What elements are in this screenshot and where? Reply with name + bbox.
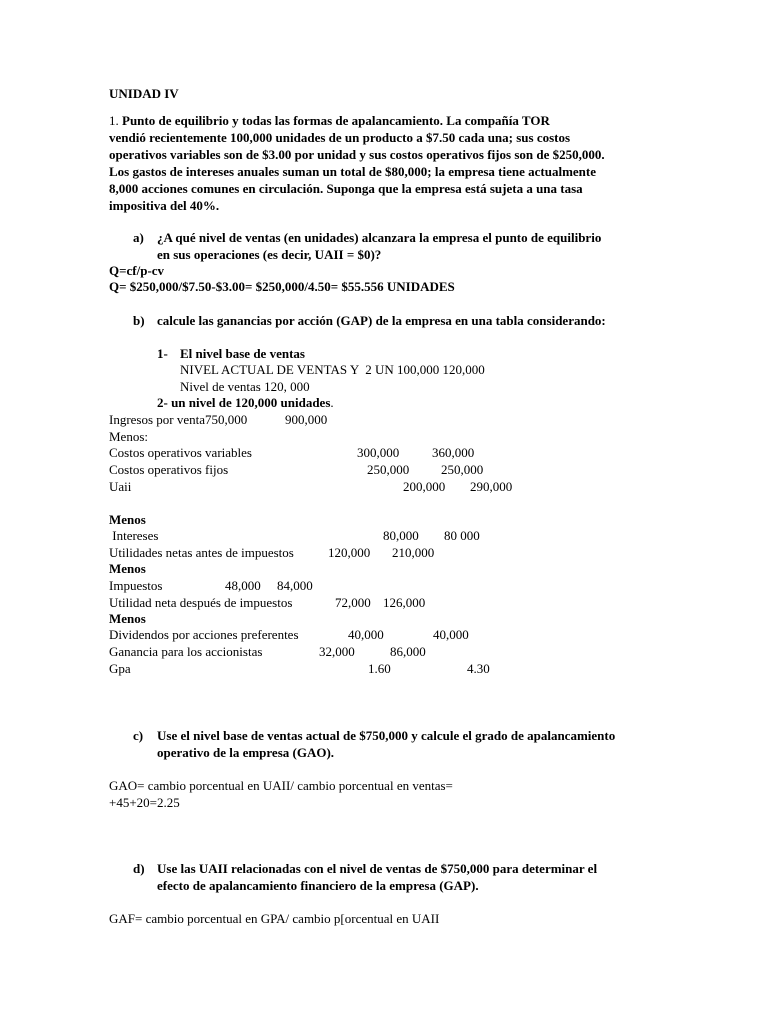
row-value-1: 750,000: [205, 412, 248, 427]
row-value-2: 126,000: [383, 595, 426, 610]
part-a-marker: a): [133, 230, 144, 245]
row-value-1: 300,000: [357, 445, 400, 460]
menos-label: Menos: [109, 561, 146, 576]
problem-line-2: vendió recientemente 100,000 unidades de un producto a $7.50 cada una; sus costos: [109, 130, 571, 145]
table-row: [109, 411, 247, 428]
part-b-item2-text: 2- un nivel de 120,000 unidades: [157, 395, 331, 410]
menos-label: Menos: [109, 512, 146, 527]
row-label: Utilidad neta después de impuestos: [109, 595, 293, 610]
row-label: Dividendos por acciones preferentes: [109, 627, 299, 642]
part-b-question: calcule las ganancias por acción (GAP) de la empresa en una tabla considerando:: [157, 313, 606, 328]
part-b-item1-line2: NIVEL ACTUAL DE VENTAS Y 2 UN 100,000 120,000: [180, 362, 485, 377]
part-a-formula: Q=cf/p-cv: [109, 263, 165, 278]
part-d-question-1: Use las UAII relacionadas con el nivel de ventas de $750,000 para determinar el: [157, 861, 598, 876]
part-b-item1-marker: 1-: [157, 346, 168, 361]
menos-label: Menos:: [109, 429, 148, 444]
menos-label: Menos: [109, 611, 146, 626]
row-value-1: 200,000: [403, 479, 446, 494]
row-value-2: 900,000: [285, 412, 328, 427]
row-value-1: 120,000: [328, 545, 371, 560]
row-label: Intereses: [109, 528, 159, 543]
row-value-1: 80,000: [383, 528, 419, 543]
part-c-question-2: operativo de la empresa (GAO).: [157, 745, 335, 760]
part-b-item1-line3: Nivel de ventas 120, 000: [180, 379, 310, 394]
row-label: Ingresos por venta: [109, 412, 206, 427]
row-label: Costos operativos fijos: [109, 462, 229, 477]
row-value-2: 290,000: [470, 479, 513, 494]
part-b-marker: b): [133, 313, 145, 328]
row-label: Utilidades netas antes de impuestos: [109, 545, 294, 560]
part-c-formula: GAO= cambio porcentual en UAII/ cambio porcentual en ventas=: [109, 778, 453, 793]
row-value-2: 84,000: [277, 578, 313, 593]
part-c-marker: c): [133, 728, 144, 743]
part-d-formula: GAF= cambio porcentual en GPA/ cambio p[orcentual en UAII: [109, 911, 440, 926]
part-c-question-1: Use el nivel base de ventas actual de $750,000 y calcule el grado de apalancamiento: [157, 728, 616, 743]
unit-heading: UNIDAD IV: [109, 86, 179, 101]
part-c-result: +45+20=2.25: [109, 795, 180, 810]
row-value-1: 40,000: [348, 627, 384, 642]
problem-line-5: 8,000 acciones comunes en circulación. Suponga que la empresa está sujeta a una tasa: [109, 181, 583, 196]
row-value-2: 80 000: [444, 528, 480, 543]
part-b-item1-title: El nivel base de ventas: [180, 346, 305, 361]
row-label: Uaii: [109, 479, 132, 494]
part-d-marker: d): [133, 861, 145, 876]
row-value-1: 48,000: [225, 578, 261, 593]
problem-title: Punto de equilibrio y todas las formas de apalancamiento. La compañía TOR: [122, 113, 550, 128]
problem-line-6: impositiva del 40%.: [109, 198, 220, 213]
row-value-1: 250,000: [367, 462, 410, 477]
part-b-item2: [157, 394, 334, 411]
row-value-1: 72,000: [335, 595, 371, 610]
row-value-1: 32,000: [319, 644, 355, 659]
part-d-question-2: efecto de apalancamiento financiero de la empresa (GAP).: [157, 878, 479, 893]
problem-line-4: Los gastos de intereses anuales suman un total de $80,000; la empresa tiene actualmente: [109, 164, 597, 179]
problem-line-1: [109, 112, 550, 129]
part-a-question-1: ¿A qué nivel de ventas (en unidades) alcanzara la empresa el punto de equilibrio: [157, 230, 602, 245]
part-b-item2-tail: .: [330, 395, 334, 410]
part-a-result: Q= $250,000/$7.50-$3.00= $250,000/4.50= $55.556 UNIDADES: [109, 279, 455, 294]
row-label: Ganancia para los accionistas: [109, 644, 263, 659]
row-value-1: 1.60: [368, 661, 391, 676]
row-label: Gpa: [109, 661, 131, 676]
problem-number: 1.: [109, 113, 122, 128]
row-value-2: 250,000: [441, 462, 484, 477]
row-value-2: 210,000: [392, 545, 435, 560]
row-value-2: 360,000: [432, 445, 475, 460]
row-value-2: 4.30: [467, 661, 490, 676]
row-label: Impuestos: [109, 578, 163, 593]
part-a-question-2: en sus operaciones (es decir, UAII = $0)?: [157, 247, 382, 262]
row-value-2: 40,000: [433, 627, 469, 642]
row-label: Costos operativos variables: [109, 445, 252, 460]
problem-line-3: operativos variables son de $3.00 por unidad y sus costos operativos fijos son de $250,000.: [109, 147, 605, 162]
row-value-2: 86,000: [390, 644, 426, 659]
